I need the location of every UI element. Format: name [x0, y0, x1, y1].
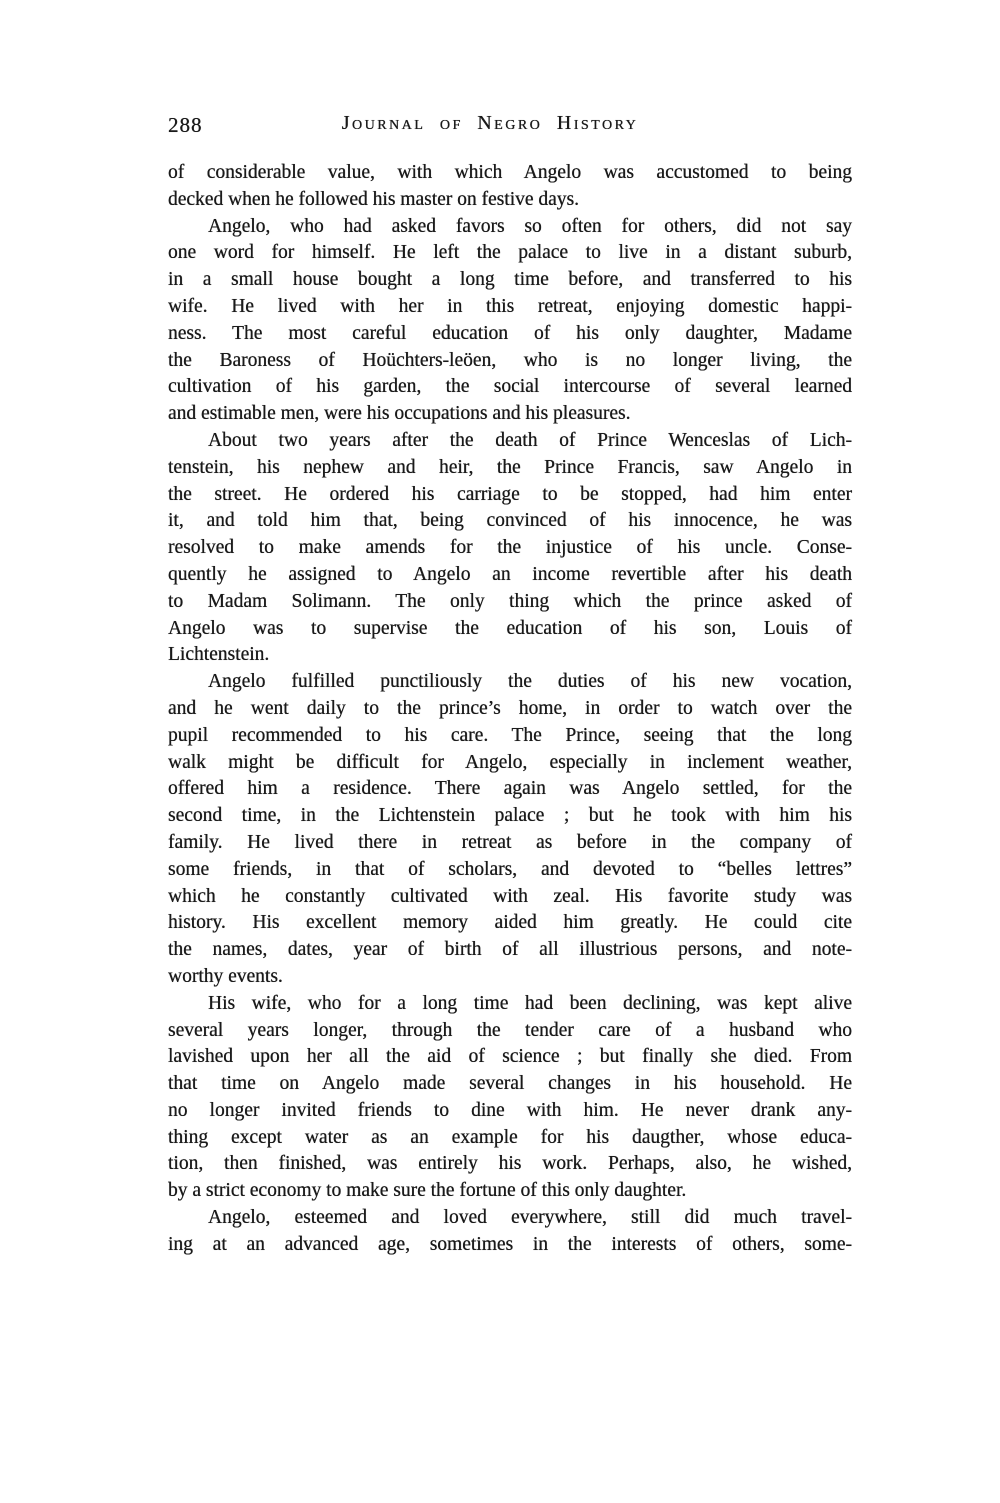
text-line: the street. He ordered his carriage to be stopped, had him enter — [168, 483, 852, 505]
text-line: second time, in the Lichtenstein palace ; but he took with him his — [168, 805, 852, 827]
text-line: ing at an advanced age, sometimes in the interests of others, some- — [168, 1233, 852, 1255]
text-line: Angelo fulfilled punctiliously the duties of his new vocation, — [208, 671, 852, 693]
text-line: no longer invited friends to dine with him. He never drank any- — [168, 1099, 852, 1121]
text-line: some friends, in that of scholars, and devoted to “belles lettres” — [168, 858, 852, 880]
running-title: Journal of Negro History — [341, 112, 639, 134]
text-line: to Madam Solimann. The only thing which the prince asked of — [168, 590, 852, 612]
text-line: the Baroness of Hoüchters-leöen, who is no longer living, the — [168, 349, 852, 371]
text-line: decked when he followed his master on festive days. — [168, 188, 580, 210]
text-block — [168, 112, 852, 1259]
text-line: tenstein, his nephew and heir, the Prince Francis, saw Angelo in — [168, 456, 852, 478]
text-line: His wife, who for a long time had been declining, was kept alive — [208, 992, 852, 1014]
text-line: worthy events. — [168, 965, 283, 987]
text-line: resolved to make amends for the injustice of his uncle. Conse- — [168, 537, 852, 559]
text-line: and estimable men, were his occupations and his pleasures. — [168, 403, 631, 425]
text-line: cultivation of his garden, the social intercourse of several learned — [168, 376, 852, 398]
text-line: Angelo, who had asked favors so often for others, did not say — [208, 215, 852, 237]
text-line: Angelo was to supervise the education of his son, Louis of — [168, 617, 852, 639]
text-line: thing except water as an example for his daugther, whose educa- — [168, 1126, 852, 1148]
page-body — [168, 160, 852, 1259]
text-line: several years longer, through the tender care of a husband who — [168, 1019, 852, 1041]
text-line: walk might be difficult for Angelo, especially in inclement weather, — [168, 751, 852, 773]
text-line: pupil recommended to his care. The Prince, seeing that the long — [168, 724, 852, 746]
text-line: wife. He lived with her in this retreat, enjoying domestic happi- — [168, 295, 852, 317]
text-line: the names, dates, year of birth of all illustrious persons, and note- — [168, 939, 852, 961]
text-line: quently he assigned to Angelo an income revertible after his death — [168, 563, 852, 585]
text-line: history. His excellent memory aided him greatly. He could cite — [168, 912, 852, 934]
text-line: tion, then finished, was entirely his work. Perhaps, also, he wished, — [168, 1153, 852, 1175]
text-line: it, and told him that, being convinced of his innocence, he was — [168, 510, 852, 532]
text-line: Angelo, esteemed and loved everywhere, still did much travel- — [208, 1207, 852, 1229]
text-line: Lichtenstein. — [168, 644, 270, 666]
page-number: 288 — [168, 113, 203, 137]
text-line: ness. The most careful education of his only daughter, Madame — [168, 322, 852, 344]
text-line: in a small house bought a long time before, and transferred to his — [168, 269, 852, 291]
text-line: of considerable value, with which Angelo was accustomed to being — [168, 162, 852, 183]
text-line: About two years after the death of Prince Wenceslas of Lich- — [208, 429, 852, 451]
text-line: that time on Angelo made several changes in his household. He — [168, 1073, 852, 1095]
text-line: family. He lived there in retreat as before in the company of — [168, 831, 852, 853]
text-line: and he went daily to the prince’s home, in order to watch over the — [168, 697, 852, 719]
text-line: offered him a residence. There again was Angelo settled, for the — [168, 778, 852, 800]
text-line: by a strict economy to make sure the fortune of this only daughter. — [168, 1180, 687, 1202]
text-line: which he constantly cultivated with zeal. His favorite study was — [168, 885, 852, 907]
text-line: lavished upon her all the aid of science ; but finally she died. From — [168, 1046, 852, 1068]
text-line: one word for himself. He left the palace to live in a distant suburb, — [168, 242, 852, 264]
page-header — [168, 112, 852, 142]
